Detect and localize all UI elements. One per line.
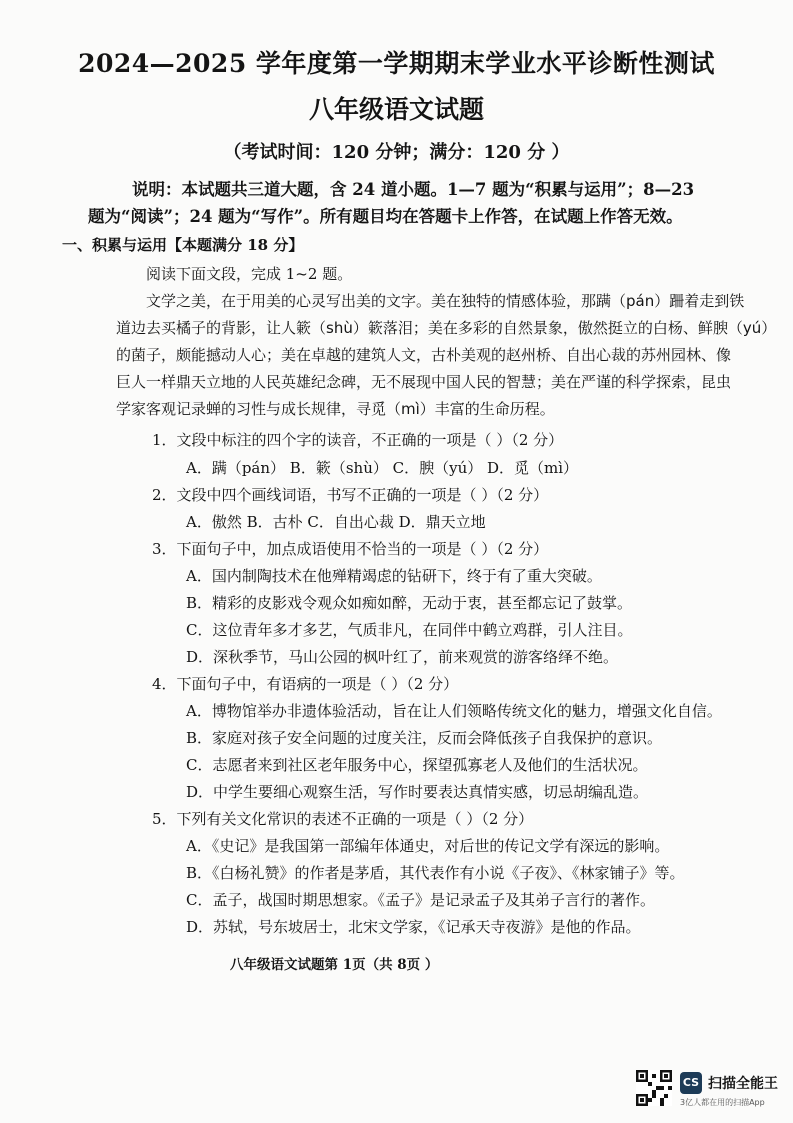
watermark-tagline: 3亿人都在用的扫描App [680,1098,765,1107]
question-3-option-a: A．国内制陶技术在他殚精竭虑的钻研下，终于有了重大突破。 [186,567,602,585]
reading-directive: 阅读下面文段，完成 1~2 题。 [146,265,353,283]
question-5-option-d: D．苏轼，号东坡居士，北宋文学家，《记承天寺夜游》是他的作品。 [186,918,641,936]
question-3-stem: 3．下面句子中，加点成语使用不恰当的一项是（ ）（2 分） [152,540,549,558]
question-3-option-b: B．精彩的皮影戏令观众如痴如醉，无动于衷，甚至都忘记了鼓掌。 [186,594,633,612]
passage-line: 巨人一样鼎天立地的人民英雄纪念碑，无不展现中国人民的智慧；美在严谨的科学探索，昆虫 [116,373,732,391]
question-4-option-b: B．家庭对孩子安全问题的过度关注，反而会降低孩子自我保护的意识。 [186,729,663,747]
page-footer: 八年级语文试题第 1页（共 8页 ） [230,957,439,973]
question-5-option-b: B．《白杨礼赞》的作者是茅盾，其代表作有小说《子夜》、《林家铺子》等。 [186,864,685,882]
question-5-option-c: C．孟子，战国时期思想家。《孟子》是记录孟子及其弟子言行的著作。 [186,891,655,909]
exam-info: （考试时间：120 分钟；满分：120 分 ） [223,142,570,163]
question-4-stem: 4．下面句子中，有语病的一项是（ ）（2 分） [152,675,459,693]
instructions-line-1: 说明：本试题共三道大题，含 24 道小题。1—7 题为“积累与运用”；8—23 [132,180,695,199]
exam-subtitle: 八年级语文试题 [308,95,484,124]
camscanner-logo-icon: CS [680,1072,702,1094]
passage-line: 学家客观记录蝉的习性与成长规律，寻觅（mì）丰富的生命历程。 [116,400,555,418]
qr-code-icon [636,1070,672,1106]
question-3-option-d: D．深秋季节，马山公园的枫叶红了，前来观赏的游客络绎不绝。 [186,648,619,666]
question-2-options: A．傲然 B．古朴 C．自出心裁 D．鼎天立地 [186,513,486,531]
question-5-option-a: A．《史记》是我国第一部编年体通史，对后世的传记文学有深远的影响。 [186,837,670,855]
passage-line: 文学之美，在于用美的心灵写出美的文字。美在独特的情感体验，那蹒（pán）跚着走到铁 [146,292,745,310]
passage-line: 道边去买橘子的背影，让人簌（shù）簌落泪；美在多彩的自然景象，傲然挺立的白杨、鲜腴（yú） [116,319,777,337]
instructions-line-2: 题为“阅读”；24 题为“写作”。所有题目均在答题卡上作答，在试题上作答无效。 [88,207,683,226]
exam-title: 2024—2025 学年度第一学期期末学业水平诊断性测试 [78,49,715,78]
question-1-options: A．蹒（pán） B．簌（shù） C．腴（yú） D．觅（mì） [186,459,579,477]
question-3-option-c: C．这位青年多才多艺，气质非凡，在同伴中鹤立鸡群，引人注目。 [186,621,633,639]
question-4-option-d: D．中学生要细心观察生活，写作时要表达真情实感，切忌胡编乱造。 [186,783,649,801]
question-5-stem: 5．下列有关文化常识的表述不正确的一项是（ ）（2 分） [152,810,534,828]
question-1-stem: 1．文段中标注的四个字的读音，不正确的一项是（ ）（2 分） [152,431,564,449]
question-4-option-a: A．博物馆举办非遗体验活动，旨在让人们领略传统文化的魅力，增强文化自信。 [186,702,722,720]
section-heading: 一、积累与运用【本题满分 18 分】 [62,236,304,254]
question-4-option-c: C．志愿者来到社区老年服务中心，探望孤寡老人及他们的生活状况。 [186,756,648,774]
watermark-app-name: 扫描全能王 [708,1076,778,1092]
question-2-stem: 2．文段中四个画线词语，书写不正确的一项是（ ）（2 分） [152,486,549,504]
passage-line: 的菌子，颇能撼动人心；美在卓越的建筑人文，古朴美观的赵州桥、自出心裁的苏州园林、像 [116,346,732,364]
